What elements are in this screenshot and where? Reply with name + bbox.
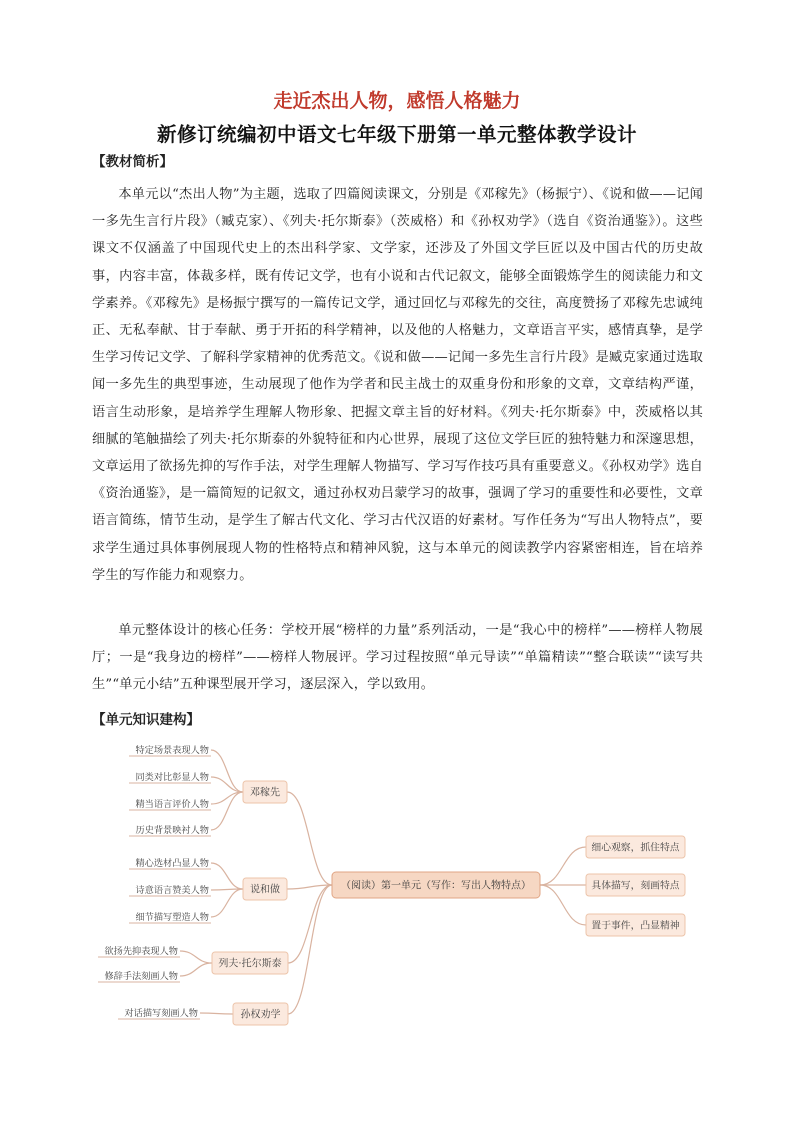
mind-map-diagram xyxy=(0,730,794,1050)
mind-map-leaf: 同类对比彰显人物 xyxy=(135,772,209,783)
page-subtitle: 走近杰出人物，感悟人格魅力 xyxy=(273,90,521,112)
mind-map-right-label: 细心观察，抓住特点 xyxy=(591,842,680,854)
mind-map-leaf: 欲扬先抑表现人物 xyxy=(104,946,178,957)
mind-map-leaf: 精当语言评价人物 xyxy=(135,799,209,810)
mind-map-branch-label: 列夫·托尔斯泰 xyxy=(218,958,282,970)
paragraph-core-task: 单元整体设计的核心任务：学校开展“榜样的力量”系列活动，一是“我心中的榜样”——榜样人物展厅；一是“我身边的榜样”——榜样人物展评。学习过程按照“单元导读”“单篇精读”“整合联读”“读写共生”“单元小结”五种课型展开学习，逐层深入，学以致用。 xyxy=(92,623,703,693)
connector-right-2 xyxy=(540,885,586,925)
mind-map-nodes xyxy=(105,744,686,1025)
connector-leaf-0-1 xyxy=(211,777,243,792)
mind-map-leaf: 历史背景映衬人物 xyxy=(135,825,209,836)
connector-leaf-3-0 xyxy=(200,1013,233,1014)
connector-leaf-1-2 xyxy=(211,889,243,917)
mind-map-leaf: 细节描写塑造人物 xyxy=(135,912,209,923)
mind-map-leaf: 对话描写刻画人物 xyxy=(124,1008,198,1019)
mind-map-branch-label: 说和做 xyxy=(250,884,280,896)
mind-map-right-label: 具体描写，刻画特点 xyxy=(591,880,680,892)
mind-map-leaf: 精心选材凸显人物 xyxy=(135,858,209,869)
page-title: 新修订统编初中语文七年级下册第一单元整体教学设计 xyxy=(156,123,637,146)
connector-leaf-2-0 xyxy=(180,951,212,963)
mind-map-branch-label: 孙权劝学 xyxy=(240,1009,281,1021)
mind-map-center-label: （阅读）第一单元（写作：写出人物特点） xyxy=(341,880,531,892)
connector-center-branch-3 xyxy=(288,885,332,1014)
connector-leaf-2-1 xyxy=(180,963,212,976)
connector-right-0 xyxy=(540,847,586,885)
mind-map-branch-label: 邓稼先 xyxy=(250,787,280,799)
mind-map-leaf: 修辞手法刻画人物 xyxy=(104,971,178,982)
section-heading-textbook-analysis: 【教材简析】 xyxy=(92,154,173,170)
paragraph-textbook-analysis: 本单元以“杰出人物”为主题，选取了四篇阅读课文，分别是《邓稼先》（杨振宁）、《说和做——记闻一多先生言行片段》（臧克家）、《列夫·托尔斯泰》（茨威格）和《孙权劝学》（选自《资治通鉴》）。这些课文不仅涵盖了中国现代史上的杰出科学家、文学家，还涉及了外国文学巨匠以及中国古代的历史故事，内容丰富，体裁多样，既有传记文学，也有小说和古代记叙文，能够全面锻炼学生的阅读能力和文学素养。《邓稼先》是杨振宁撰写的一篇传记文学，通过回忆与邓稼先的交往，高度赞扬了邓稼先忠诚纯正、无私奉献、甘于奉献、勇于开拓的科学精神，以及他的人格魅力，文章语言平实，感情真挚，是学生学习传记文学、了解科学家精神的优秀范文。《说和做——记闻一多先生言行片段》是臧克家通过选取闻一多先生的典型事迹，生动展现了他作为学者和民主战士的双重身份和形象的文章，文章结构严谨，语言生动形象，是培养学生理解人物形象、把握文章主旨的好材料。《列夫·托尔斯泰》中，茨威格以其细腻的笔触描绘了列夫·托尔斯泰的外貌特征和内心世界，展现了这位文学巨匠的独特魅力和深邃思想，文章运用了欲扬先抑的写作手法，对学生理解人物描写、学习写作技巧具有重要意义。《孙权劝学》选自《资治通鉴》，是一篇简短的记叙文，通过孙权劝吕蒙学习的故事，强调了学习的重要性和必要性，文章语言简练，情节生动，是学生了解古代文化、学习古代汉语的好素材。写作任务为“写出人物特点”，要求学生通过具体事例展现人物的性格特点和精神风貌，这与本单元的阅读教学内容紧密相连，旨在培养学生的写作能力和观察力。 xyxy=(92,187,703,583)
section-heading-knowledge-structure: 【单元知识建构】 xyxy=(92,712,200,728)
mind-map-right-label: 置于事件，凸显精神 xyxy=(591,920,680,932)
connector-leaf-1-0 xyxy=(211,863,243,889)
mind-map-leaf: 特定场景表现人物 xyxy=(135,745,209,756)
connector-leaf-0-0 xyxy=(211,750,243,792)
connector-center-branch-0 xyxy=(287,792,332,885)
mind-map-leaf: 诗意语言赞美人物 xyxy=(135,885,209,896)
